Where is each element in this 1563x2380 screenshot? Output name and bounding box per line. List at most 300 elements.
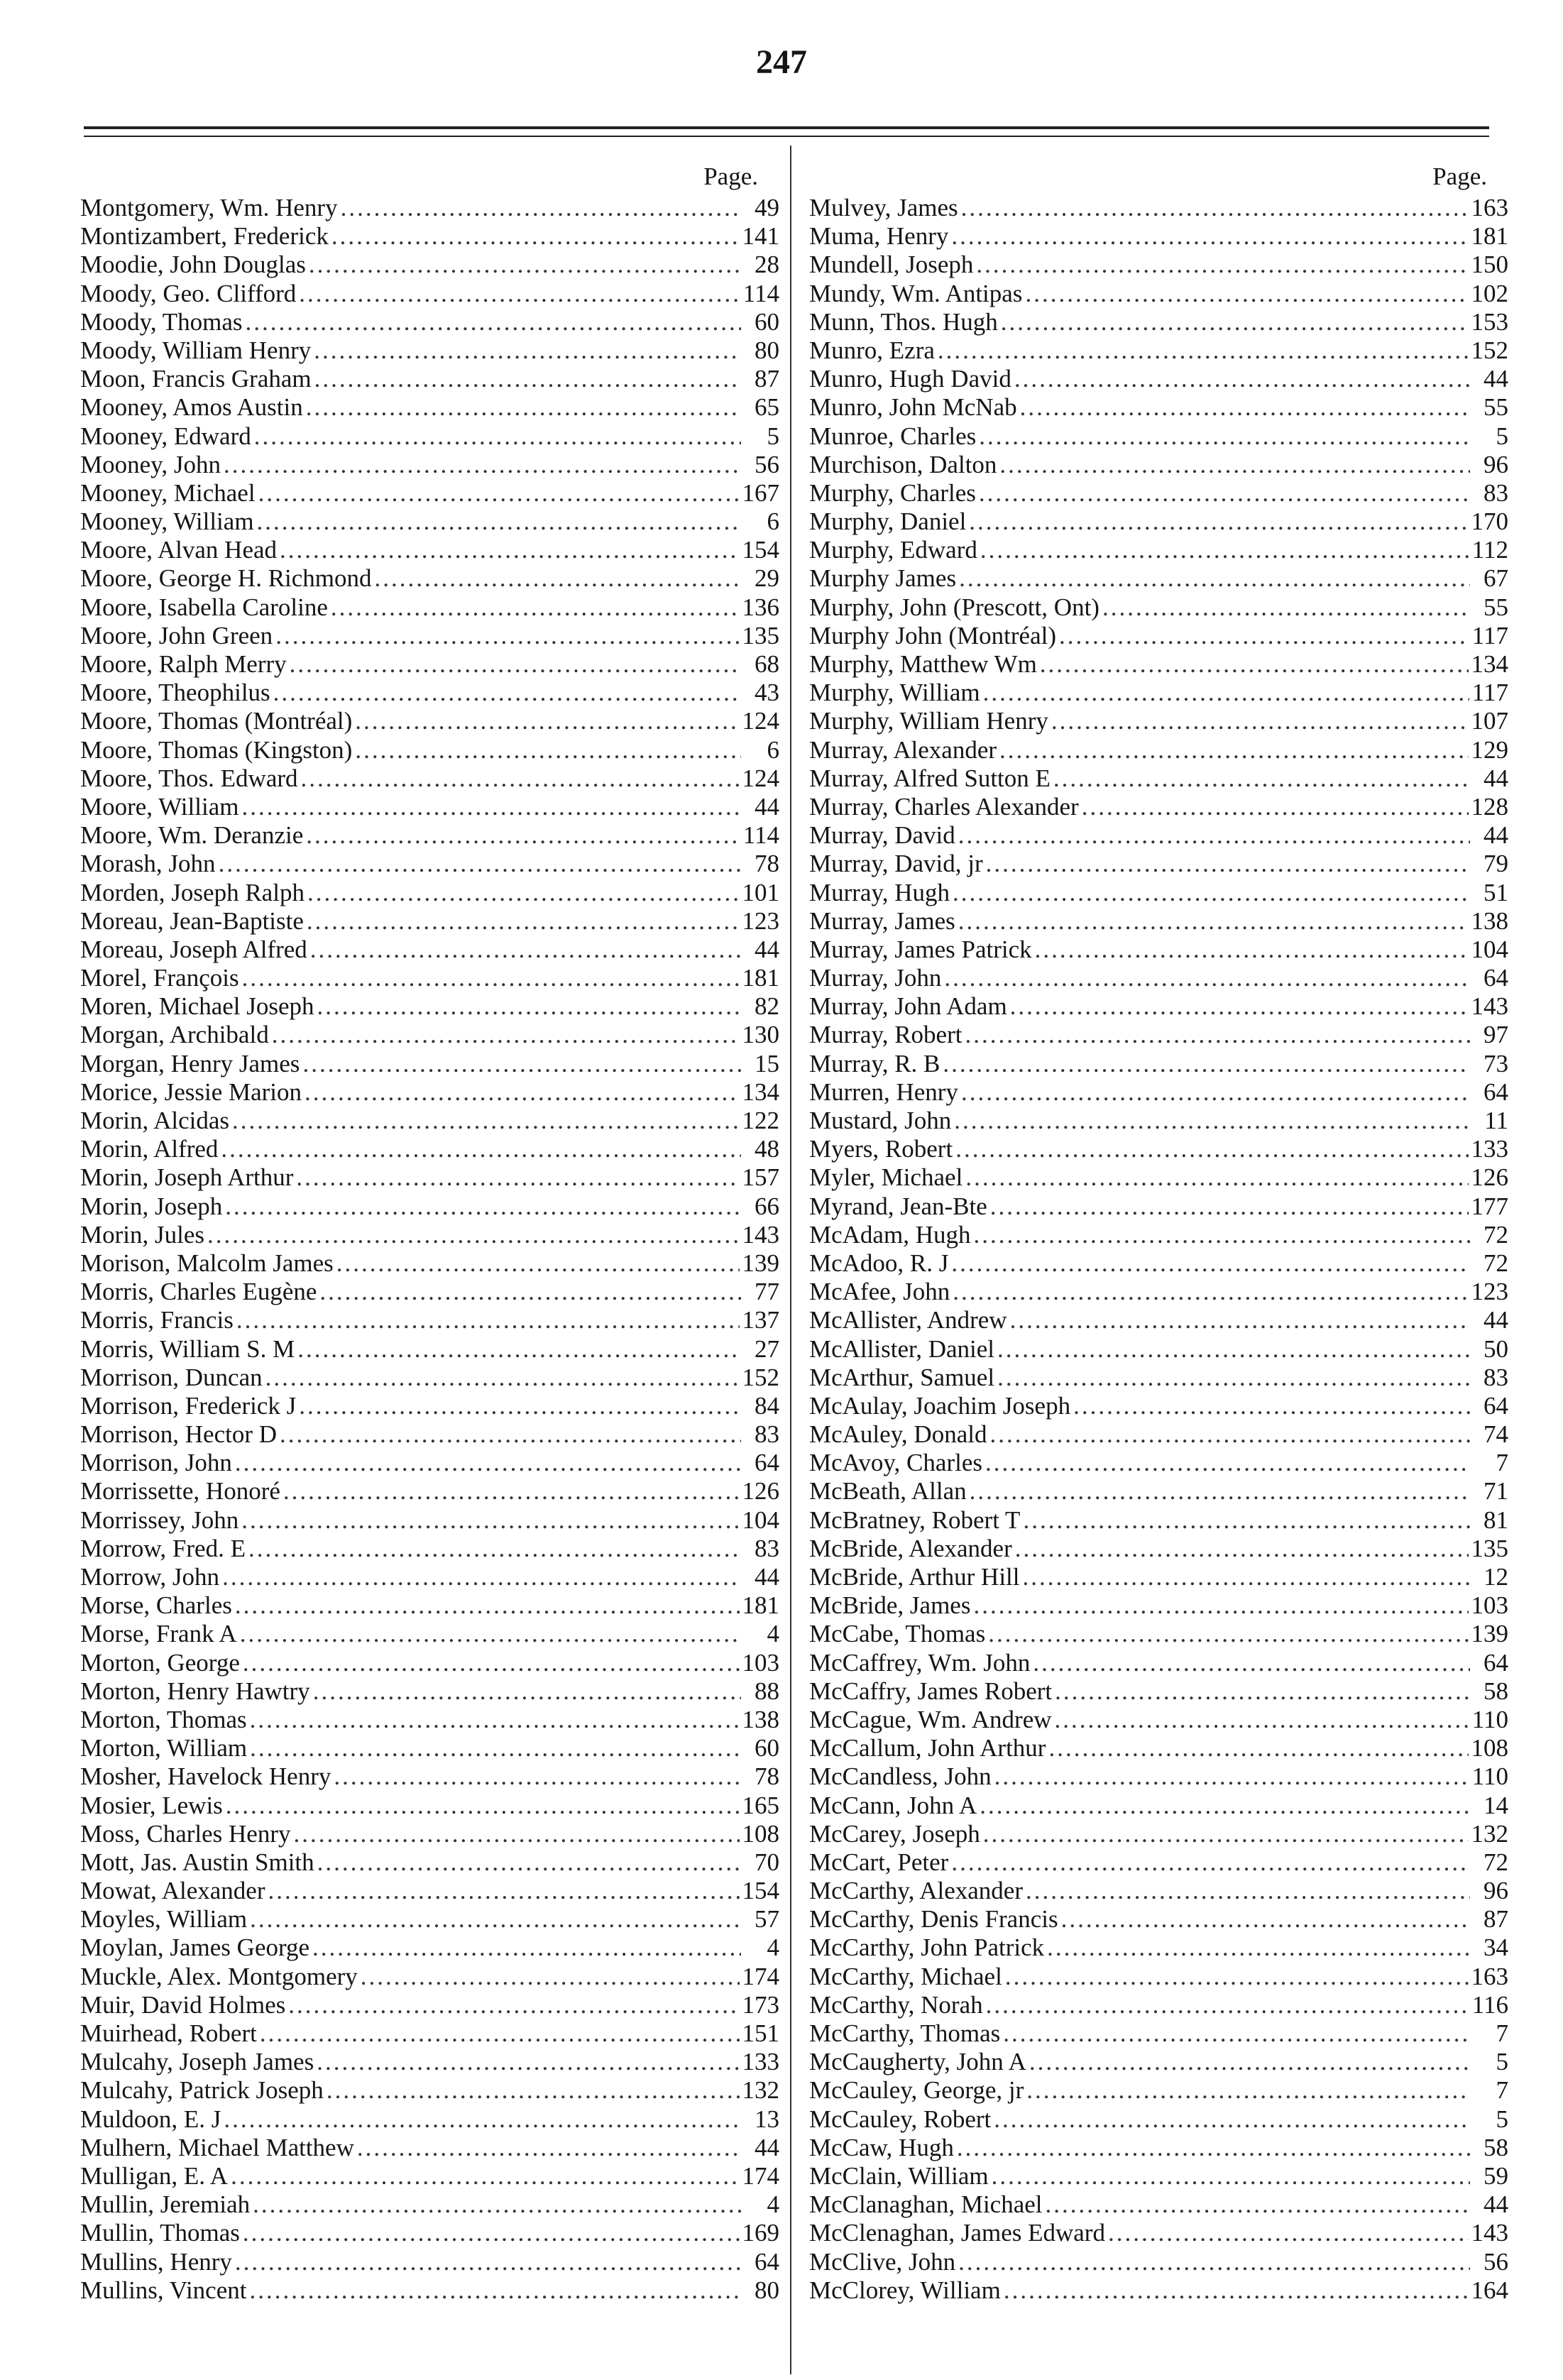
entry-page-number: 153 bbox=[1471, 307, 1508, 336]
index-entry bbox=[80, 679, 779, 707]
entry-name: Mooney, William bbox=[80, 508, 254, 536]
entry-page-number: 44 bbox=[1484, 764, 1508, 792]
entry-page-number: 77 bbox=[755, 1278, 779, 1306]
entry-page-number: 72 bbox=[1484, 1249, 1508, 1277]
index-entry bbox=[80, 2248, 779, 2276]
dot-leader bbox=[986, 850, 1470, 878]
entry-name: Montizambert, Frederick bbox=[80, 222, 329, 251]
index-entry bbox=[809, 1477, 1508, 1506]
entry-page-number: 59 bbox=[1484, 2161, 1508, 2190]
index-entry bbox=[809, 422, 1508, 451]
entry-name: McClive, John bbox=[809, 2247, 956, 2276]
right-column-page-header: Page. bbox=[1432, 163, 1487, 190]
entry-name: McCarthy, John Patrick bbox=[809, 1934, 1045, 1962]
entry-page-number: 174 bbox=[742, 2161, 779, 2190]
entry-page-number: 167 bbox=[742, 478, 779, 507]
entry-name: McCarey, Joseph bbox=[809, 1819, 980, 1848]
entry-name: Mooney, John bbox=[80, 450, 221, 478]
entry-page-number: 4 bbox=[767, 1934, 779, 1962]
entry-page-number: 13 bbox=[755, 2105, 779, 2133]
entry-name: Morin, Alfred bbox=[80, 1135, 219, 1163]
index-entry bbox=[80, 2219, 779, 2247]
dot-leader bbox=[250, 1706, 740, 1734]
entry-name: Murchison, Dalton bbox=[809, 450, 997, 478]
dot-leader bbox=[331, 222, 740, 251]
index-entry bbox=[80, 1762, 779, 1791]
index-entry bbox=[80, 992, 779, 1021]
entry-page-number: 122 bbox=[742, 1107, 779, 1134]
entry-name: Moss, Charles Henry bbox=[80, 1819, 291, 1848]
index-entry bbox=[809, 1677, 1508, 1706]
dot-leader bbox=[951, 1249, 1470, 1278]
entry-page-number: 83 bbox=[1484, 1363, 1508, 1391]
entry-name: Morel, François bbox=[80, 964, 239, 992]
entry-name: McBride, James bbox=[809, 1591, 971, 1620]
entry-page-number: 6 bbox=[767, 735, 779, 764]
index-entry bbox=[809, 1107, 1508, 1135]
dot-leader bbox=[979, 479, 1470, 508]
entry-name: Morton, Thomas bbox=[80, 1705, 247, 1733]
index-entry bbox=[80, 1192, 779, 1221]
entry-page-number: 129 bbox=[1471, 735, 1508, 764]
dot-leader bbox=[275, 622, 739, 650]
dot-leader bbox=[241, 1506, 739, 1535]
entry-name: McBride, Alexander bbox=[809, 1534, 1012, 1562]
entry-page-number: 6 bbox=[767, 508, 779, 536]
entry-name: McAuley, Donald bbox=[809, 1420, 987, 1449]
index-entry bbox=[80, 508, 779, 536]
dot-leader bbox=[235, 1591, 740, 1620]
entry-name: Myers, Robert bbox=[809, 1135, 953, 1163]
entry-name: McCarthy, Michael bbox=[809, 1962, 1002, 1990]
entry-name: Moore, William bbox=[80, 792, 239, 821]
entry-page-number: 117 bbox=[1471, 679, 1508, 707]
entry-page-number: 181 bbox=[742, 1591, 779, 1620]
entry-name: Myrand, Jean-Bte bbox=[809, 1192, 987, 1220]
index-entry bbox=[80, 736, 779, 764]
entry-page-number: 117 bbox=[1471, 621, 1508, 649]
dot-leader bbox=[331, 593, 740, 622]
index-entry bbox=[809, 1221, 1508, 1249]
entry-name: McCarthy, Norah bbox=[809, 1990, 983, 2019]
entry-page-number: 165 bbox=[742, 1791, 779, 1819]
entry-name: McCauley, George, jr bbox=[809, 2076, 1024, 2105]
index-entry bbox=[809, 1820, 1508, 1848]
entry-page-number: 74 bbox=[1484, 1420, 1508, 1449]
dot-leader bbox=[990, 1192, 1469, 1221]
entry-page-number: 27 bbox=[755, 1334, 779, 1363]
dot-leader bbox=[250, 1734, 741, 1762]
dot-leader bbox=[314, 336, 741, 365]
entry-name: Moody, Geo. Clifford bbox=[80, 279, 297, 307]
dot-leader bbox=[317, 992, 741, 1021]
dot-leader bbox=[253, 2190, 741, 2219]
entry-page-number: 78 bbox=[755, 850, 779, 878]
entry-name: Murray, James Patrick bbox=[809, 935, 1032, 963]
entry-page-number: 71 bbox=[1484, 1477, 1508, 1506]
entry-name: Mullins, Henry bbox=[80, 2247, 232, 2276]
entry-name: Mosier, Lewis bbox=[80, 1791, 223, 1819]
dot-leader bbox=[983, 1820, 1469, 1848]
index-entry bbox=[809, 2248, 1508, 2276]
left-column-page-header: Page. bbox=[703, 163, 758, 190]
entry-name: McCaugherty, John A bbox=[809, 2048, 1026, 2076]
index-entry bbox=[809, 2219, 1508, 2247]
dot-leader bbox=[302, 1050, 741, 1078]
entry-name: Murray, John bbox=[809, 964, 942, 992]
entry-page-number: 143 bbox=[1471, 2219, 1508, 2247]
dot-leader bbox=[985, 1449, 1470, 1477]
index-entry bbox=[809, 1249, 1508, 1278]
index-entry bbox=[80, 1677, 779, 1706]
dot-leader bbox=[222, 1563, 741, 1591]
entry-page-number: 51 bbox=[1484, 878, 1508, 906]
index-entry bbox=[80, 194, 779, 222]
dot-leader bbox=[1014, 365, 1470, 393]
index-entry bbox=[809, 1706, 1508, 1734]
dot-leader bbox=[273, 679, 741, 707]
dot-leader bbox=[1010, 992, 1469, 1021]
entry-name: McBeath, Allan bbox=[809, 1477, 967, 1506]
index-entry bbox=[80, 2134, 779, 2162]
entry-name: McBride, Arthur Hill bbox=[809, 1563, 1020, 1591]
dot-leader bbox=[250, 1905, 741, 1934]
dot-leader bbox=[314, 365, 741, 393]
index-entry bbox=[809, 1050, 1508, 1078]
index-entry bbox=[809, 2048, 1508, 2076]
index-entry bbox=[80, 1477, 779, 1506]
entry-page-number: 124 bbox=[742, 707, 779, 735]
entry-name: Moore, John Green bbox=[80, 621, 273, 649]
entry-page-number: 96 bbox=[1484, 1877, 1508, 1905]
entry-name: Moyles, William bbox=[80, 1905, 248, 1934]
dot-leader bbox=[976, 251, 1468, 279]
entry-name: Mulcahy, Patrick Joseph bbox=[80, 2076, 324, 2105]
index-entry bbox=[809, 222, 1508, 251]
entry-page-number: 126 bbox=[1471, 1163, 1508, 1192]
entry-page-number: 151 bbox=[742, 2019, 779, 2047]
entry-page-number: 104 bbox=[1471, 935, 1508, 963]
entry-page-number: 44 bbox=[755, 935, 779, 963]
index-entry bbox=[80, 393, 779, 422]
index-entry bbox=[809, 650, 1508, 679]
entry-name: McCaw, Hugh bbox=[809, 2133, 954, 2161]
entry-name: Mooney, Amos Austin bbox=[80, 393, 303, 422]
index-entry bbox=[80, 2076, 779, 2105]
entry-page-number: 44 bbox=[1484, 365, 1508, 393]
index-entry bbox=[809, 393, 1508, 422]
entry-name: Moore, Thomas (Montréal) bbox=[80, 707, 353, 735]
index-entry bbox=[809, 964, 1508, 992]
entry-name: Morgan, Archibald bbox=[80, 1021, 269, 1049]
right-column bbox=[809, 160, 1508, 2305]
dot-leader bbox=[296, 1163, 739, 1192]
entry-name: McAdoo, R. J bbox=[809, 1249, 949, 1277]
dot-leader bbox=[980, 1792, 1470, 1820]
entry-page-number: 78 bbox=[755, 1762, 779, 1791]
entry-name: McCaffry, James Robert bbox=[809, 1677, 1053, 1705]
entry-page-number: 5 bbox=[1496, 2048, 1508, 2076]
dot-leader bbox=[317, 1848, 741, 1877]
index-entry bbox=[80, 479, 779, 508]
entry-page-number: 107 bbox=[1471, 707, 1508, 735]
index-entry bbox=[809, 679, 1508, 707]
entry-page-number: 64 bbox=[1484, 964, 1508, 992]
dot-leader bbox=[306, 821, 740, 850]
index-entry bbox=[80, 1135, 779, 1163]
entry-page-number: 82 bbox=[755, 992, 779, 1021]
index-entry bbox=[80, 251, 779, 279]
dot-leader bbox=[1025, 280, 1468, 308]
dot-leader bbox=[231, 2162, 739, 2190]
entry-name: Moore, Thos. Edward bbox=[80, 764, 298, 792]
index-entry bbox=[809, 2162, 1508, 2190]
entry-page-number: 163 bbox=[1471, 194, 1508, 221]
entry-page-number: 143 bbox=[742, 1220, 779, 1249]
index-entry bbox=[809, 336, 1508, 365]
index-entry bbox=[80, 1877, 779, 1905]
dot-leader bbox=[355, 707, 739, 735]
entry-page-number: 138 bbox=[1471, 906, 1508, 935]
entry-page-number: 64 bbox=[755, 1449, 779, 1477]
index-entry bbox=[809, 1792, 1508, 1820]
entry-page-number: 72 bbox=[1484, 1220, 1508, 1249]
dot-leader bbox=[1048, 1734, 1468, 1762]
entry-page-number: 133 bbox=[742, 2048, 779, 2076]
index-entry bbox=[809, 1078, 1508, 1107]
entry-page-number: 134 bbox=[1471, 650, 1508, 678]
dot-leader bbox=[290, 650, 741, 679]
index-entry bbox=[809, 251, 1508, 279]
dot-leader bbox=[243, 1649, 740, 1677]
entry-name: Muirhead, Robert bbox=[80, 2019, 257, 2047]
entry-page-number: 5 bbox=[1496, 422, 1508, 450]
dot-leader bbox=[235, 2248, 741, 2276]
entry-name: Murray, Hugh bbox=[809, 878, 950, 906]
dot-leader bbox=[257, 508, 741, 536]
entry-name: Murphy, Daniel bbox=[809, 508, 967, 536]
dot-leader bbox=[994, 2105, 1470, 2134]
entry-page-number: 29 bbox=[755, 564, 779, 593]
index-entry bbox=[80, 622, 779, 650]
dot-leader bbox=[299, 280, 740, 308]
dot-leader bbox=[951, 1848, 1470, 1877]
index-entry bbox=[809, 707, 1508, 735]
dot-leader bbox=[973, 1221, 1470, 1249]
entry-name: Mullin, Jeremiah bbox=[80, 2190, 251, 2219]
dot-leader bbox=[242, 964, 740, 992]
entry-name: Morris, William S. M bbox=[80, 1334, 295, 1363]
index-entry bbox=[809, 1734, 1508, 1762]
index-entry bbox=[809, 1163, 1508, 1192]
dot-leader bbox=[265, 1364, 740, 1392]
index-entry bbox=[80, 1820, 779, 1848]
entry-name: Murphy, William Henry bbox=[809, 707, 1048, 735]
entry-name: Moore, George H. Richmond bbox=[80, 564, 372, 593]
entry-page-number: 83 bbox=[755, 1534, 779, 1562]
entry-page-number: 137 bbox=[742, 1306, 779, 1334]
entry-name: McAllister, Daniel bbox=[809, 1334, 995, 1363]
index-entry bbox=[809, 907, 1508, 936]
entry-page-number: 80 bbox=[755, 336, 779, 364]
entry-page-number: 58 bbox=[1484, 1677, 1508, 1705]
entry-name: McCallum, John Arthur bbox=[809, 1734, 1046, 1762]
entry-page-number: 112 bbox=[1471, 536, 1508, 564]
index-entry bbox=[809, 2105, 1508, 2134]
entry-name: Mullins, Vincent bbox=[80, 2276, 247, 2304]
entry-page-number: 44 bbox=[1484, 821, 1508, 850]
entry-page-number: 83 bbox=[755, 1420, 779, 1449]
dot-leader bbox=[961, 1078, 1470, 1107]
index-entry bbox=[80, 365, 779, 393]
entry-page-number: 7 bbox=[1496, 1449, 1508, 1477]
entry-page-number: 87 bbox=[1484, 1905, 1508, 1934]
entry-page-number: 114 bbox=[742, 279, 779, 307]
index-entry bbox=[80, 2276, 779, 2305]
dot-leader bbox=[958, 821, 1470, 850]
entry-page-number: 141 bbox=[742, 222, 779, 251]
index-entry bbox=[80, 536, 779, 564]
index-entry bbox=[80, 1506, 779, 1535]
entry-name: McClenaghan, James Edward bbox=[809, 2219, 1105, 2247]
entry-page-number: 114 bbox=[742, 821, 779, 850]
dot-leader bbox=[1047, 1934, 1470, 1962]
dot-leader bbox=[958, 2248, 1470, 2276]
entry-page-number: 4 bbox=[767, 2190, 779, 2219]
index-entry bbox=[80, 850, 779, 878]
entry-page-number: 4 bbox=[767, 1620, 779, 1648]
index-entry bbox=[80, 964, 779, 992]
dot-leader bbox=[969, 508, 1468, 536]
entry-name: McCarthy, Denis Francis bbox=[809, 1905, 1058, 1934]
entry-page-number: 15 bbox=[755, 1049, 779, 1077]
index-entry bbox=[809, 1963, 1508, 1991]
dot-leader bbox=[992, 2162, 1470, 2190]
entry-name: McAfee, John bbox=[809, 1278, 950, 1306]
entry-name: Murray, Alexander bbox=[809, 735, 997, 764]
dot-leader bbox=[235, 1449, 741, 1477]
entry-name: Morgan, Henry James bbox=[80, 1049, 300, 1077]
entry-page-number: 174 bbox=[742, 1962, 779, 1990]
index-entry bbox=[80, 1335, 779, 1364]
entry-name: Munn, Thos. Hugh bbox=[809, 307, 998, 336]
dot-leader bbox=[979, 422, 1470, 451]
index-entry bbox=[80, 1848, 779, 1877]
column-divider bbox=[790, 146, 791, 2374]
entry-name: McCaffrey, Wm. John bbox=[809, 1648, 1031, 1677]
entry-page-number: 152 bbox=[742, 1363, 779, 1391]
dot-leader bbox=[953, 879, 1470, 907]
entry-page-number: 104 bbox=[742, 1506, 779, 1534]
index-entry bbox=[80, 2162, 779, 2190]
entry-name: Morris, Charles Eugène bbox=[80, 1278, 317, 1306]
dot-leader bbox=[997, 1364, 1470, 1392]
entry-name: Muldoon, E. J bbox=[80, 2105, 221, 2133]
index-entry bbox=[80, 308, 779, 336]
dot-leader bbox=[944, 964, 1470, 992]
index-entry bbox=[809, 365, 1508, 393]
dot-leader bbox=[207, 1221, 740, 1249]
dot-leader bbox=[310, 936, 741, 964]
entry-page-number: 64 bbox=[1484, 1077, 1508, 1106]
dot-leader bbox=[1003, 2019, 1470, 2048]
index-entry bbox=[809, 1535, 1508, 1563]
dot-leader bbox=[986, 1991, 1469, 2019]
entry-page-number: 49 bbox=[755, 194, 779, 221]
index-entry bbox=[80, 907, 779, 936]
index-entry bbox=[809, 1591, 1508, 1620]
dot-leader bbox=[951, 222, 1468, 251]
entry-name: Moore, Theophilus bbox=[80, 679, 270, 707]
dot-leader bbox=[249, 2276, 741, 2305]
entry-page-number: 135 bbox=[742, 621, 779, 649]
entry-name: McBratney, Robert T bbox=[809, 1506, 1021, 1534]
index-entry bbox=[80, 821, 779, 850]
entry-name: Mulvey, James bbox=[809, 194, 958, 221]
dot-leader bbox=[299, 1392, 741, 1420]
dot-leader bbox=[1035, 936, 1469, 964]
entry-name: Moreau, Joseph Alfred bbox=[80, 935, 307, 963]
entry-page-number: 173 bbox=[742, 1990, 779, 2019]
entry-name: Murray, R. B bbox=[809, 1049, 940, 1077]
dot-leader bbox=[958, 907, 1469, 936]
dot-leader bbox=[240, 1620, 741, 1648]
dot-leader bbox=[254, 422, 741, 451]
entry-page-number: 97 bbox=[1484, 1021, 1508, 1049]
index-entry bbox=[80, 764, 779, 793]
entry-name: Mosher, Havelock Henry bbox=[80, 1762, 331, 1791]
dot-leader bbox=[999, 736, 1468, 764]
index-entry bbox=[80, 1306, 779, 1334]
index-entry bbox=[80, 1364, 779, 1392]
entry-name: Munro, Hugh David bbox=[809, 365, 1011, 393]
entry-name: Munro, John McNab bbox=[809, 393, 1017, 422]
entry-page-number: 80 bbox=[755, 2276, 779, 2304]
dot-leader bbox=[224, 451, 741, 479]
entry-page-number: 130 bbox=[742, 1021, 779, 1049]
dot-leader bbox=[361, 1963, 740, 1991]
entry-name: Montgomery, Wm. Henry bbox=[80, 194, 338, 221]
index-entry bbox=[80, 564, 779, 593]
dot-leader bbox=[357, 2134, 741, 2162]
entry-page-number: 102 bbox=[1471, 279, 1508, 307]
entry-name: Moore, Ralph Merry bbox=[80, 650, 287, 678]
entry-page-number: 170 bbox=[1471, 508, 1508, 536]
entry-name: Morrow, Fred. E bbox=[80, 1534, 246, 1562]
entry-name: Murray, James bbox=[809, 906, 955, 935]
entry-name: McClain, William bbox=[809, 2161, 989, 2190]
dot-leader bbox=[1033, 1649, 1470, 1677]
index-entry bbox=[80, 1392, 779, 1420]
dot-leader bbox=[306, 393, 741, 422]
left-column bbox=[80, 160, 779, 2305]
entry-name: Morrison, John bbox=[80, 1449, 232, 1477]
index-entry bbox=[80, 1734, 779, 1762]
dot-leader bbox=[219, 850, 741, 878]
dot-leader bbox=[1020, 393, 1470, 422]
entry-page-number: 64 bbox=[1484, 1391, 1508, 1420]
header-rule-thick bbox=[84, 126, 1489, 129]
entry-page-number: 101 bbox=[742, 878, 779, 906]
entry-name: Murray, David, jr bbox=[809, 850, 983, 878]
index-entry bbox=[809, 1335, 1508, 1364]
entry-page-number: 157 bbox=[742, 1163, 779, 1192]
dot-leader bbox=[1029, 2048, 1470, 2076]
index-entry bbox=[809, 1449, 1508, 1477]
entry-name: McArthur, Samuel bbox=[809, 1363, 995, 1391]
entry-page-number: 163 bbox=[1471, 1962, 1508, 1990]
dot-leader bbox=[943, 1050, 1470, 1078]
